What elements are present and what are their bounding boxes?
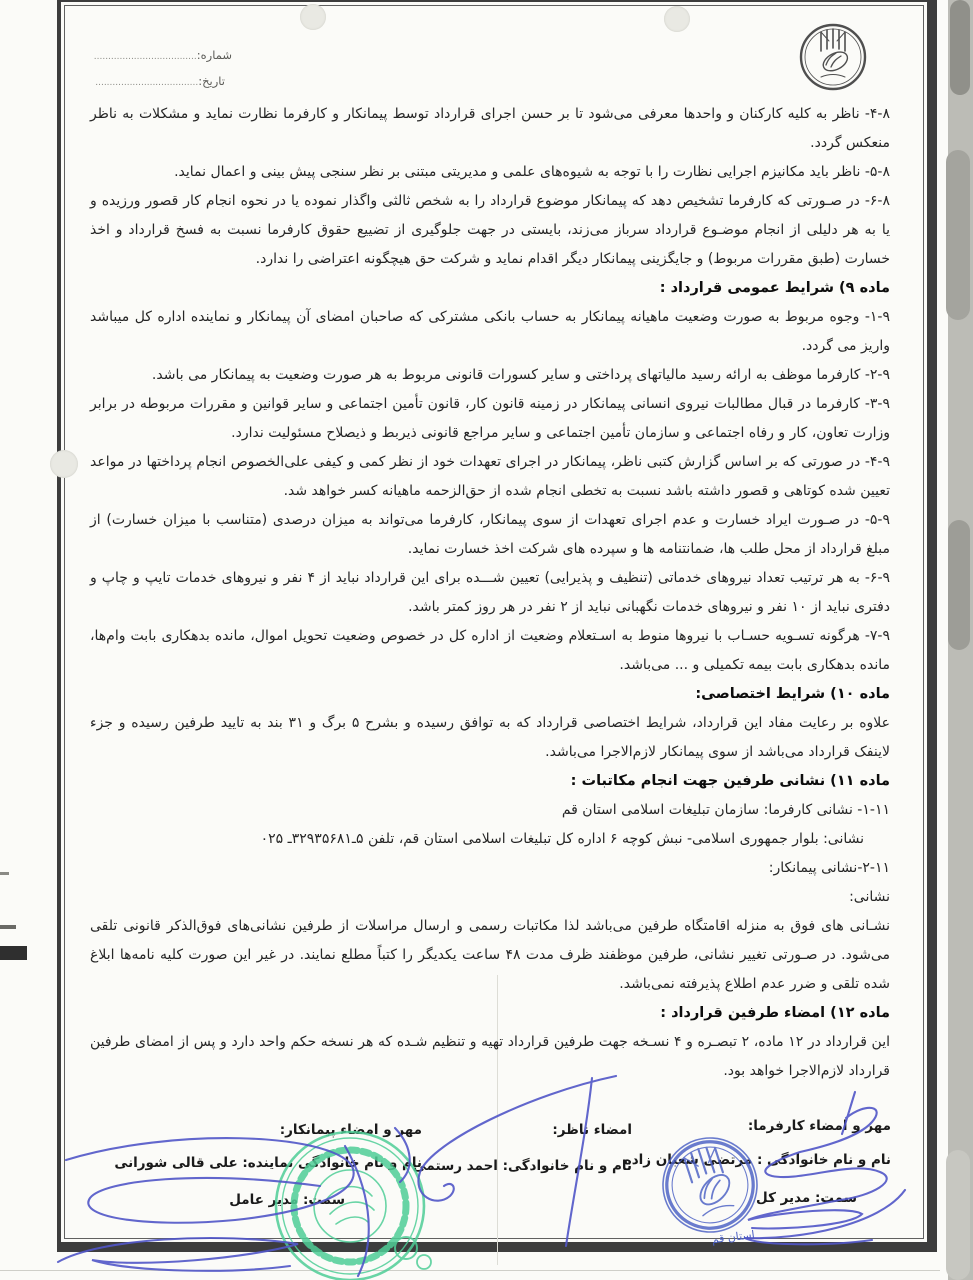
scan-smudge	[946, 1150, 970, 1280]
section-heading: ماده ۱۰) شرایط اختصاصی:	[695, 686, 890, 702]
scan-smudge	[950, 0, 970, 95]
scan-artifact	[0, 872, 9, 875]
employer-stamp-caption: استان قم	[710, 1228, 756, 1247]
employer-name: نام و نام خانوادگی : مرتضی شعبان زاده	[623, 1152, 891, 1168]
contract-paragraph: ۷-۹- هرگونه تسـویه حسـاب با نیروها منوط به اسـتعلام وضعیت از اداره کل در خصوص وضعیت تحویل اموال، مانده بدهکاری بابت وام‌ها، مانده بدهکاری بابت بیمه تکمیلی و ... می‌باشد.	[90, 628, 890, 673]
contract-paragraph: ۴-۸- ناظر به کلیه کارکنان و واحدها معرفی می‌شود تا بر حسن اجرای قرارداد توسط پیمانکار و کارفرما نظارت نماید و مشکلات به ناظر منعکس گردد.	[90, 106, 890, 151]
number-label: شماره:	[196, 48, 232, 62]
contract-paragraph: ۲-۹- کارفرما موظف به ارائه رسید مالیاتهای پرداختی و سایر کسورات قانونی مربوط به هر صورت وضعیت به پیمانکار می باشد.	[151, 367, 890, 383]
contract-paragraph: ۳-۹- کارفرما در قبال مطالبات نیروی انسانی پیمانکار در زمینه قانون کار، قانون تأمین اجتماعی و سایر قوانین و مقررات مربوطه در برابر وزارت تعاون، کار و رفاه اجتماعی و سازمان تأمین اجتماعی و سایر مراجع قانونی ذیربط و ذیصلاح مسئولیت ندارد.	[90, 396, 890, 441]
contractor-role: سمت: مدیر عامل	[229, 1192, 345, 1208]
section-heading: ماده ۱۲) امضاء طرفین قرارداد :	[660, 1005, 890, 1021]
contract-paragraph: ۶-۸- در صـورتی که کارفرما تشخیص دهد که پیمانکار موضوع قرارداد را به شخص ثالثی واگذار نموده یا در نحوه انجام کار قصور ورزیده و یا به هر دلیلی از انجام موضـوع قرارداد سرباز می‌زند، بایستی در جهت جلوگیری از تضییع حقوق کارفرما نسبت به فسخ قرارداد و اخذ خسارت (طبق مقررات مربوط) و جایگزینی پیمانکار دیگر اقدام نماید و شرکت حق هیچگونه اعتراضی را ندارد.	[90, 193, 890, 267]
contract-paragraph: ۲-۱۱-نشانی پیمانکار:	[768, 860, 890, 876]
section-heading: ماده ۱۱) نشانی طرفین جهت انجام مکاتبات :	[570, 773, 890, 789]
punch-hole	[50, 450, 78, 478]
paper-edge-line	[0, 1270, 940, 1271]
date-label: تاریخ:	[198, 74, 225, 88]
contract-paragraph: ۱-۹- وجوه مربوط به صورت وضعیت ماهیانه پیمانکار به حساب بانکی مشترکی که صاحبان امضای آن پیمانکار و نماینده اداره کل میباشد واریز می گردد.	[90, 309, 890, 354]
scan-artifact	[0, 946, 27, 960]
document-date-field	[95, 74, 225, 88]
contract-paragraph: ۴-۹- در صورتی که بر اساس گزارش کتبی ناظر، پیمانکار در اجرای تعهدات خود از نظر کمی و کیفی علی‌الخصوص انجام پرداختها در مواعد تعیین شده کوتاهی و قصور داشته باشد نسبت به تخطی انجام شده از حق‌الزحمه ماهیانه کسر خواهد شد.	[90, 454, 890, 499]
contract-paragraph: ۱-۱۱- نشانی کارفرما: سازمان تبلیغات اسلامی استان قم	[561, 802, 890, 818]
contractor-signature-title: مهر و امضاء پیمانکار:	[279, 1122, 422, 1138]
punch-hole	[664, 6, 690, 32]
contract-paragraph: نشانی: بلوار جمهوری اسلامی- نبش کوچه ۶ اداره کل تبلیغات اسلامی استان قم، تلفن ۵ـ۳۲۹۳۵۶۸۱ـ ۰۲۵	[260, 831, 864, 847]
contract-paragraph: ۵-۹- در صـورت ایراد خسارت و عدم اجرای تعهدات از سوی پیمانکار، کارفرما می‌تواند به میزان درصدی (متناسب با میزان خسارت) از مبلغ قرارداد از محل طلب ها، ضمانتنامه ها و سپرده های شرکت اخذ خسارت نماید.	[90, 512, 890, 557]
scan-smudge	[948, 520, 970, 650]
scan-artifact	[0, 925, 16, 929]
contract-paragraph: نشـانی های فوق به منزله اقامتگاه طرفین می‌باشد لذا مکاتبات رسمی و ارسال مراسلات از طرفین نشانی‌های فوق‌الذکر قانونی تلقی می‌شود. در صـورتی تغییر نشانی، طرفین موظفند ظرف مدت ۴۸ ساعت یکدیگر را کتباً مطلع نمایند. در غیر این صورت کلیه نامه‌ها ابلاغ شده تلقی و ضرر عدم اطلاع پذیرفته نمی‌باشد.	[90, 918, 890, 992]
scan-smudge	[946, 150, 970, 320]
date-dotted-line: ....................................	[95, 78, 199, 88]
document-number-field	[94, 48, 232, 62]
contract-paragraph: این قرارداد در ۱۲ ماده، ۲ تبصـره و ۴ نسـخه جهت طرفین قرارداد تهیه و تنظیم شـده که هر نسخه حکم واحد دارد و پس از امضای طرفین قرارداد لازم‌الاجرا خواهد بود.	[90, 1034, 890, 1079]
contract-paragraph: ۶-۹- به هر ترتیب تعداد نیروهای خدماتی (تنظیف و پذیرایی) تعیین شـــده برای این قرارداد نباید از ۴ نفر و نیروهای خدمات تایپ و چاپ و دفتری نباید از ۱۰ نفر و نیروهای خدمات نگهبانی نباید از ۲ نفر در هر روز کمتر باشد.	[90, 570, 891, 615]
contract-paragraph: علاوه بر رعایت مفاد این قرارداد، شرایط اختصاصی قرارداد که به توافق رسیده و بشرح ۵ برگ و ۳۱ بند به تایید طرفین رسیده و جزء لاینفک قرارداد می‌باشد از سوی پیمانکار لازم‌الاجرا می‌باشد.	[90, 715, 891, 760]
punch-hole	[300, 4, 326, 30]
contractor-name: نام و نام خانوادگی نماینده: علی قالی شورانی	[114, 1155, 422, 1171]
employer-signature-title: مهر و امضاء کارفرما:	[747, 1118, 891, 1134]
supervisor-signature-title: امضاء ناظر:	[552, 1122, 632, 1138]
number-dotted-line: ....................................	[93, 52, 197, 62]
employer-role: سمت: مدیر کل	[756, 1190, 857, 1206]
supervisor-name: نام و نام خانوادگی: احمد رستمی	[412, 1158, 632, 1174]
contract-body	[90, 100, 890, 1086]
contract-paragraph: نشانی:	[849, 889, 890, 905]
section-heading: ماده ۹) شرایط عمومی قرارداد :	[659, 280, 890, 296]
contract-paragraph: ۵-۸- ناظر باید مکانیزم اجرایی نظارت را با توجه به شیوه‌های علمی و مدیریتی مبتنی بر نظر سنجی پیش بینی و اعمال نماید.	[174, 164, 890, 180]
